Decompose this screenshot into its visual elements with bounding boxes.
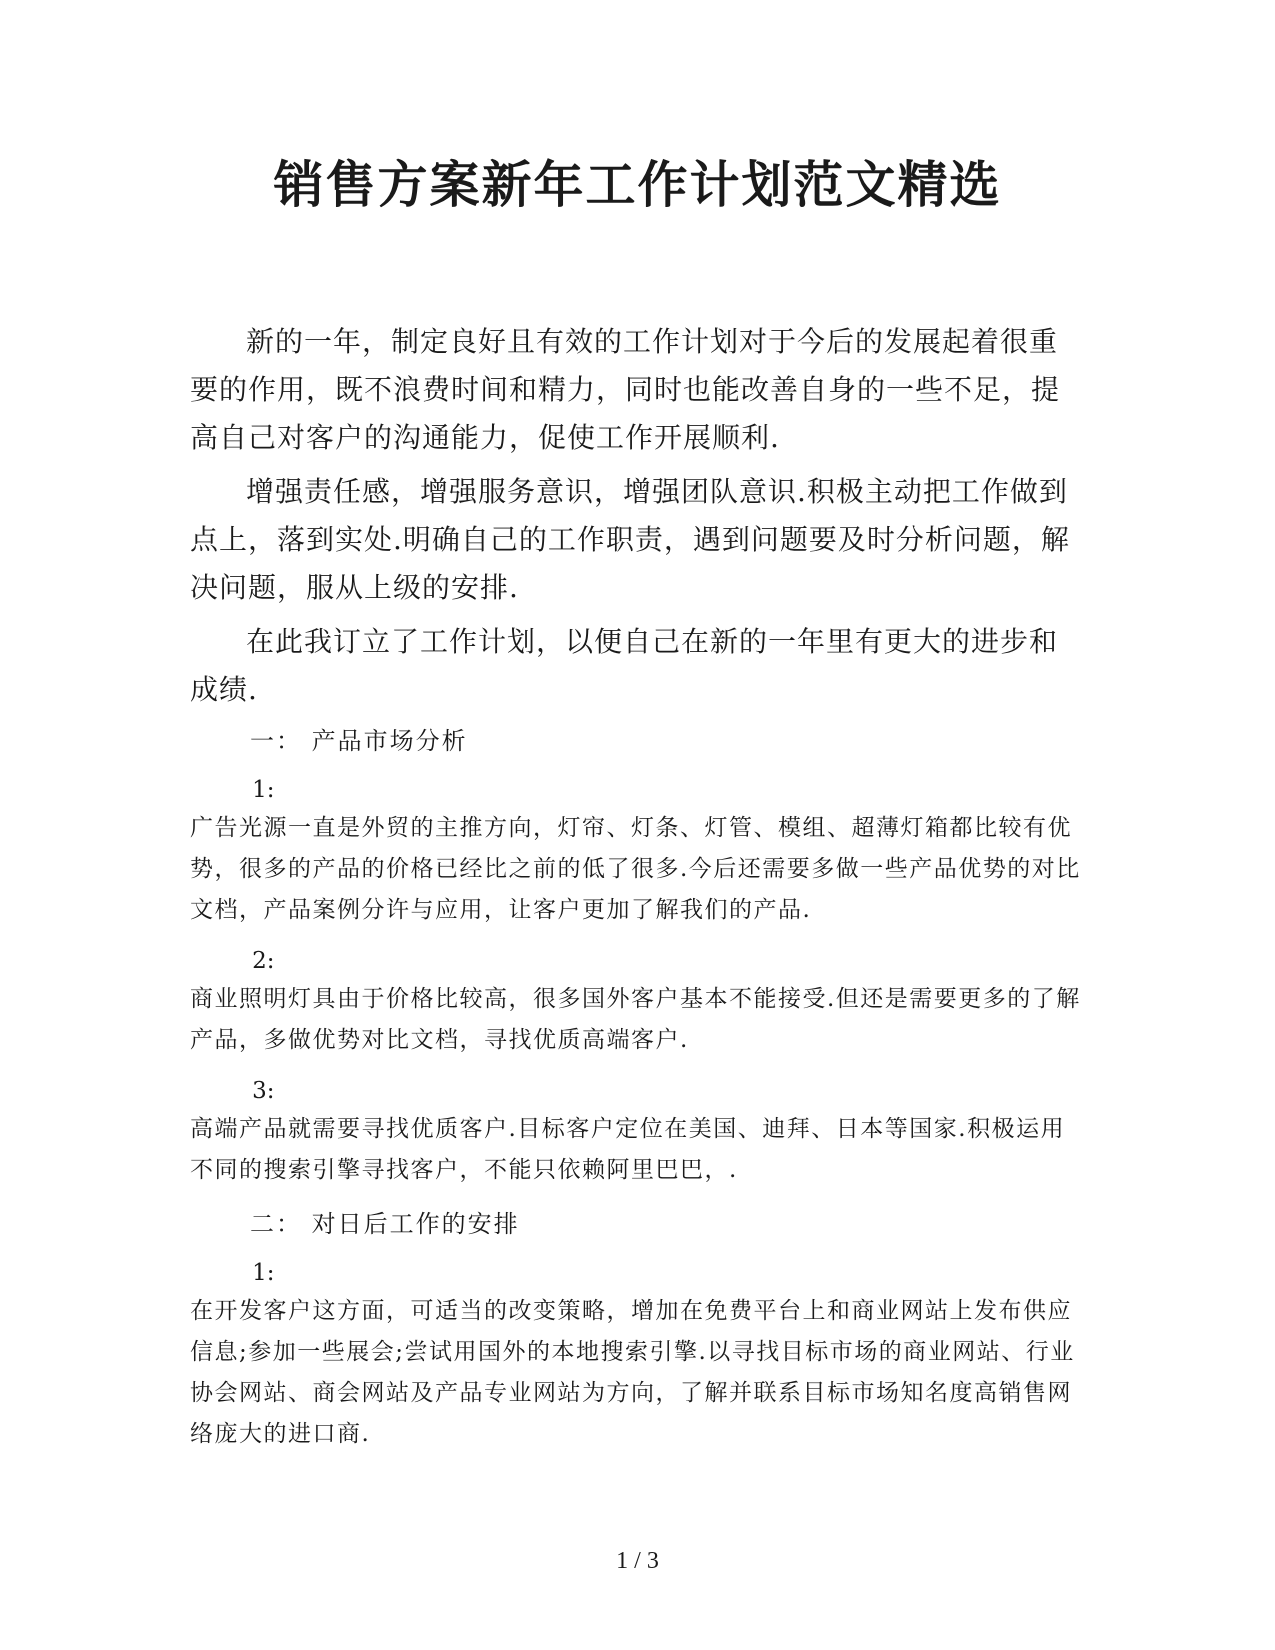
item-text: 在开发客户这方面，可适当的改变策略，增加在免费平台上和商业网站上发布供应信息;参加一些展会;尝试用国外的本地搜索引擎.以寻找目标市场的商业网站、行业协会网站、商会网站及产品专业网站为方向，了解并联系目标市场知名度高销售网络庞大的进口商.	[190, 1298, 1075, 1447]
item-number: 1:	[252, 1260, 275, 1286]
document-title: 销售方案新年工作计划范文精选	[273, 156, 1002, 214]
intro-paragraph: 在此我订立了工作计划，以便自己在新的一年里有更大的进步和成绩.	[190, 625, 1059, 706]
item-number: 3:	[252, 1078, 275, 1104]
item-text: 广告光源一直是外贸的主推方向，灯帘、灯条、灯管、模组、超薄灯箱都比较有优势，很多的产品的价格已经比之前的低了很多.今后还需要多做一些产品优势的对比文档，产品案例分许与应用，让客户更加了解我们的产品.	[190, 815, 1081, 923]
intro-paragraph: 新的一年，制定良好且有效的工作计划对于今后的发展起着很重要的作用，既不浪费时间和精力，同时也能改善自身的一些不足，提高自己对客户的沟通能力，促使工作开展顺利.	[190, 325, 1061, 454]
item-number: 1:	[252, 777, 275, 803]
item-text: 高端产品就需要寻找优质客户.目标客户定位在美国、迪拜、日本等国家.积极运用不同的搜索引擎寻找客户，不能只依赖阿里巴巴，.	[190, 1116, 1066, 1183]
item-text: 商业照明灯具由于价格比较高，很多国外客户基本不能接受.但还是需要更多的了解产品，多做优势对比文档，寻找优质高端客户.	[190, 986, 1081, 1053]
section-heading: 二： 对日后工作的安排	[250, 1210, 520, 1238]
intro-paragraph: 增强责任感，增强服务意识，增强团队意识.积极主动把工作做到点上，落到实处.明确自己的工作职责，遇到问题要及时分析问题，解决问题，服从上级的安排.	[190, 475, 1070, 604]
document-body	[190, 318, 1085, 1467]
item-number: 2:	[252, 948, 275, 974]
section-heading: 一： 产品市场分析	[250, 727, 468, 755]
page-number: 1 / 3	[616, 1548, 659, 1574]
